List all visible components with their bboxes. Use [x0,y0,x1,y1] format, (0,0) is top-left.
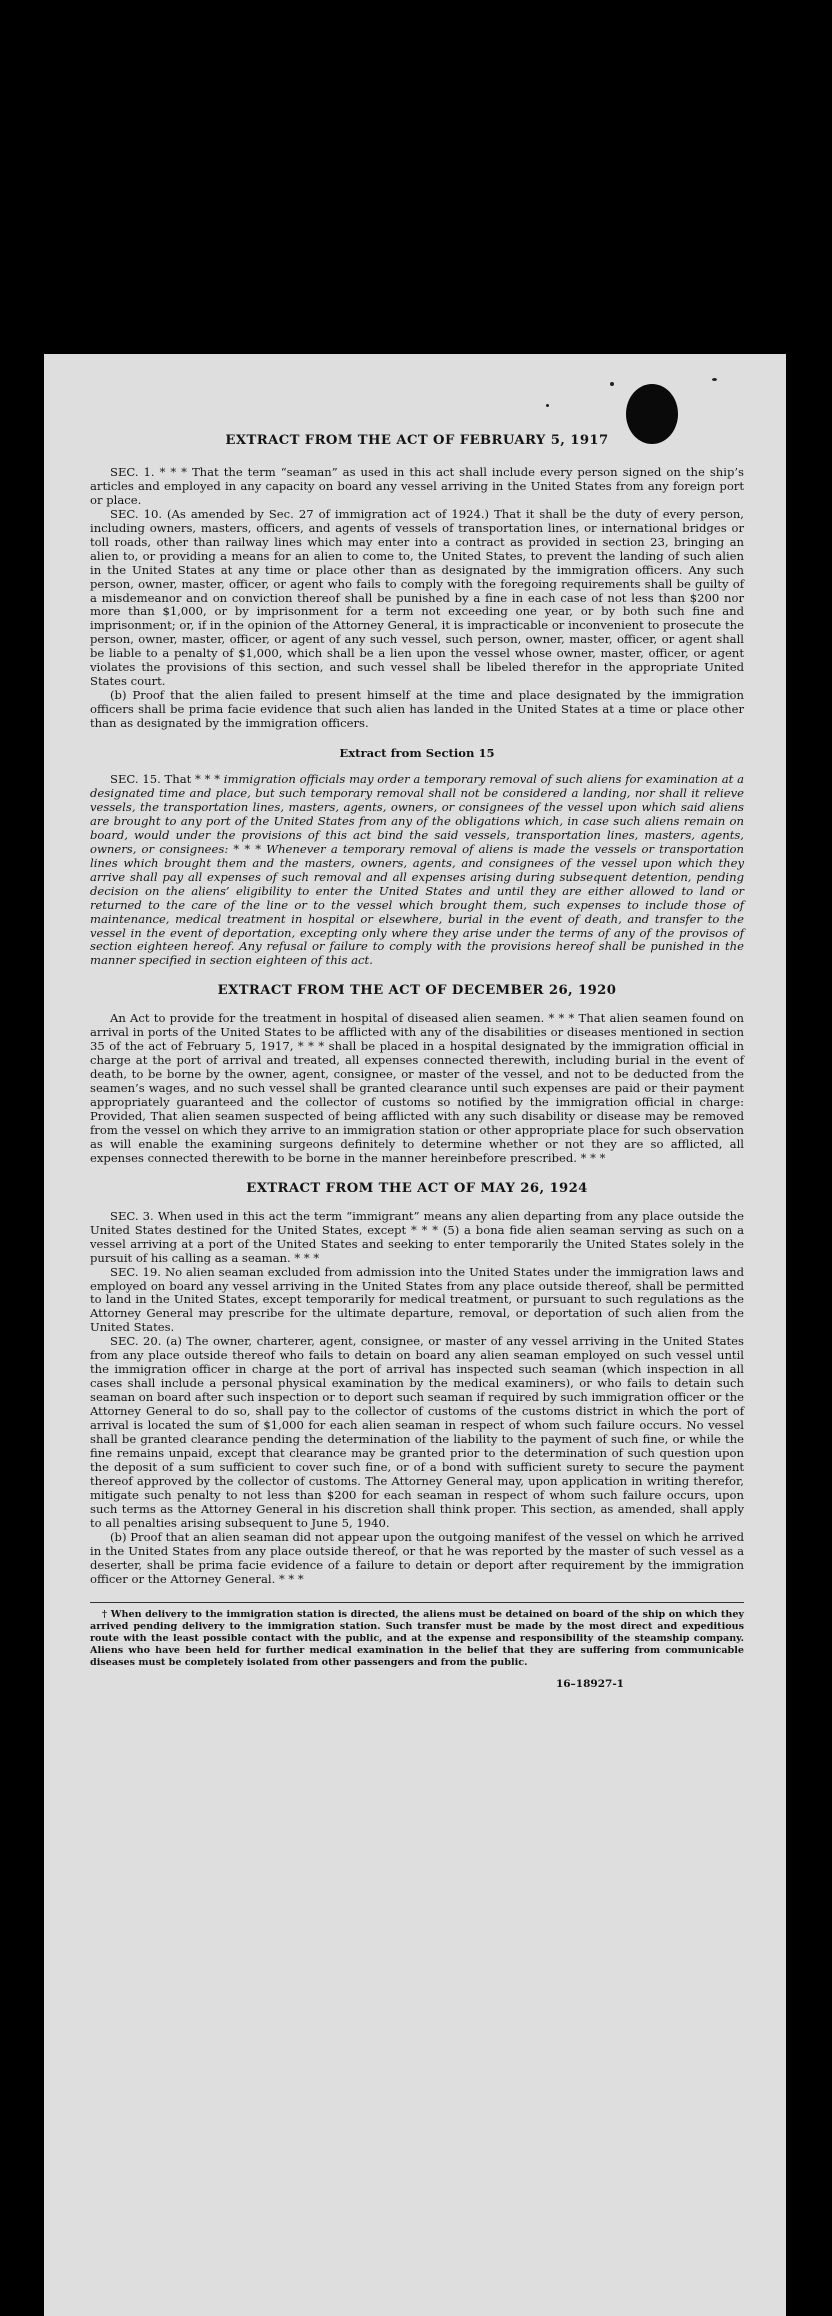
paragraph-act-1920: An Act to provide for the treatment in hospital of diseased alien seamen. * * * That alien seamen found on arrival in ports of the United States to be afflicted with any of the disabilities or diseases mentioned in section 35 of the act of February 5, 1917, * * * shall be placed in a hospital designated by the immigration official in charge at the port of arrival and treated, all expenses connected therewith, including burial in the event of death, to be borne by the owner, agent, consignee, or master of the vessel, and not to be deducted from the seamen’s wages, and no such vessel shall be granted clearance until such expenses are paid or their payment appropriately guaranteed and the collector of customs so notified by the immigration official in charge: Provided, That alien seamen suspected of being afflicted with any such disability or disease may be removed from the vessel on which they arrive to an immigration station or other appropriate place for such observation as will enable the examining surgeons definitely to determine whether or not they are so afflicted, all expenses connected therewith to be borne in the manner hereinbefore prescribed. * * * [90,1011,744,1165]
form-number: 16–18927-1 [555,1678,624,1691]
ink-speck [546,404,549,407]
document-page [44,354,786,2316]
paragraph-sec-10-b: (b) Proof that the alien failed to present himself at the time and place designated by the immigration officers shall be prima facie evidence that such alien has landed in the United States at a time or place other than as designated by the immigration officers. [90,688,744,731]
heading-act-1920: EXTRACT FROM THE ACT OF DECEMBER 26, 1920 [217,983,617,999]
paragraph-sec-19: SEC. 19. No alien seaman excluded from admission into the United States under the immigration laws and employed on board any vessel arriving in the United States from any place outside thereof, shall be permitted to land in the United States, except temporarily for medical treatment, or pursuant to such regulations as the Attorney General may prescribe for the ultimate departure, removal, or deportation of such alien from the United States. [90,1264,744,1335]
paragraph-sec-1: SEC. 1. * * * That the term “seaman” as used in this act shall include every person signed on the ship’s articles and employed in any capacity on board any vessel arriving in the United States from any foreign port or place. [90,464,744,507]
footnote [90,1609,744,1668]
paragraph-sec-15 [90,773,744,968]
footnote-text: † When delivery to the immigration station is directed, the aliens must be detained on board of the ship on which they arrived pending delivery to the immigration station. Such transfer must be made by the most direct and expeditious route with the least possible contact with the public, and at the expense and responsibility of the steamship company. Aliens who have been held for further medical examination in the belief that they are suffering from communicable diseases must be completely isolated from other passengers and from the public. [90,1609,744,1668]
paragraph-sec-20: SEC. 20. (a) The owner, charterer, agent, consignee, or master of any vessel arriving in the United States from any place outside thereof who fails to detain on board any alien seaman employed on such vessel until the immigration officer in charge at the port of arrival has inspected such seaman (which inspection in all cases shall include a personal physical examination by the medical examiners), or who fails to detain such seaman on board after such inspection or to deport such seaman if required by such immigration officer or the Attorney General to do so, shall pay to the collector of customs of the customs district in which the port of arrival is located the sum of $1,000 for each alien seaman in respect of whom such failure occurs. No vessel shall be granted clearance pending the determination of the liability to the payment of such fine, or while the fine remains unpaid, except that clearance may be granted prior to the determination of such question upon the deposit of a sum sufficient to cover such fine, or of a bond with sufficient surety to secure the payment thereof approved by the collector of customs. The Attorney General may, upon application in writing therefor, mitigate such penalty to not less than $200 for each seaman in respect of whom such failure occurs, upon such terms as the Attorney General in his discretion shall think proper. This section, as amended, shall apply to all penalties arising subsequent to June 5, 1940. [90,1334,744,1530]
paragraph-sec-20-b: (b) Proof that an alien seaman did not appear upon the outgoing manifest of the vessel on which he arrived in the United States from any place outside thereof, or that he was reported by the master of such vessel as a deserter, shall be prima facie evidence of a failure to detain or deport after requirement by the immigration officer or the Attorney General. * * * [90,1529,744,1586]
footnote-divider [90,1602,744,1603]
paragraph-sec-3: SEC. 3. When used in this act the term “immigrant” means any alien departing from any place outside the United States destined for the United States, except * * * (5) a bona fide alien seaman serving as such on a vessel arriving at a port of the United States and seeking to enter temporarily the United States solely in the pursuit of his calling as a seaman. * * * [90,1208,744,1265]
heading-act-1917: EXTRACT FROM THE ACT OF FEBRUARY 5, 1917 [225,433,609,448]
ink-speck [610,382,614,386]
paragraph-sec-10: SEC. 10. (As amended by Sec. 27 of immigration act of 1924.) That it shall be the duty of every person, including owners, masters, officers, and agents of vessels of transportation lines, or international bridges or toll roads, other than railway lines which may enter into a contract as provided in section 23, bringing an alien to, or providing a means for an alien to come to, the United States, to prevent the landing of such alien in the United States at any time or place other than as designated by the immigration officers. Any such person, owner, master, officer, or agent who fails to comply with the foregoing requirements shall be guilty of a misdemeanor and on conviction thereof shall be punished by a fine in each case of not less than $200 nor more than $1,000, or by imprisonment for a term not exceeding one year, or by both such fine and imprisonment; or, if in the opinion of the Attorney General, it is impracticable or inconvenient to prosecute the person, owner, master, officer, or agent of any such vessel, such person, owner, master, officer, or agent shall be liable to a penalty of $1,000, which shall be a lien upon the vessel whose owner, master, officer, or agent violates the provisions of this section, and such vessel shall be libeled therefor in the appropriate United States court. [90,506,744,689]
sec-15-lead: SEC. 15. That * * * [110,772,224,787]
heading-act-1924: EXTRACT FROM THE ACT OF MAY 26, 1924 [246,1180,588,1196]
sec-15-text: immigration officials may order a temporary removal of such aliens for examination at a designated time and place, but such temporary removal shall not be considered a landing, nor shall it relieve vessels, the transportation lines, masters, agents, owners, or consignees of the vessel upon which said aliens are brought to any port of the United States from any of the obligations which, in case such aliens remain on board, would under the provisions of this act bind the said vessels, transportation lines, masters, agents, owners, or consignees: * * * Whenever a temporary removal of aliens is made the vessels or transportation lines which brought them and the masters, owners, agents, and consignees of the vessel upon which they arrive shall pay all expenses of such removal and all expenses arising during subsequent detention, pending decision on the aliens’ eligibility to enter the United States and until they are either allowed to land or returned to the care of the line or to the vessel which brought them, such expenses to include those of maintenance, medical treatment in hospital or elsewhere, burial in the event of death, and transfer to the vessel in the event of deportation, excepting only where they arise under the terms of any of the provisos of section eighteen hereof. Any refusal or failure to comply with the provisions hereof shall be punished in the manner specified in section eighteen of this act. [90,772,744,968]
document-body [90,434,744,1692]
heading-section-15: Extract from Section 15 [339,746,495,761]
ink-speck [712,378,717,381]
